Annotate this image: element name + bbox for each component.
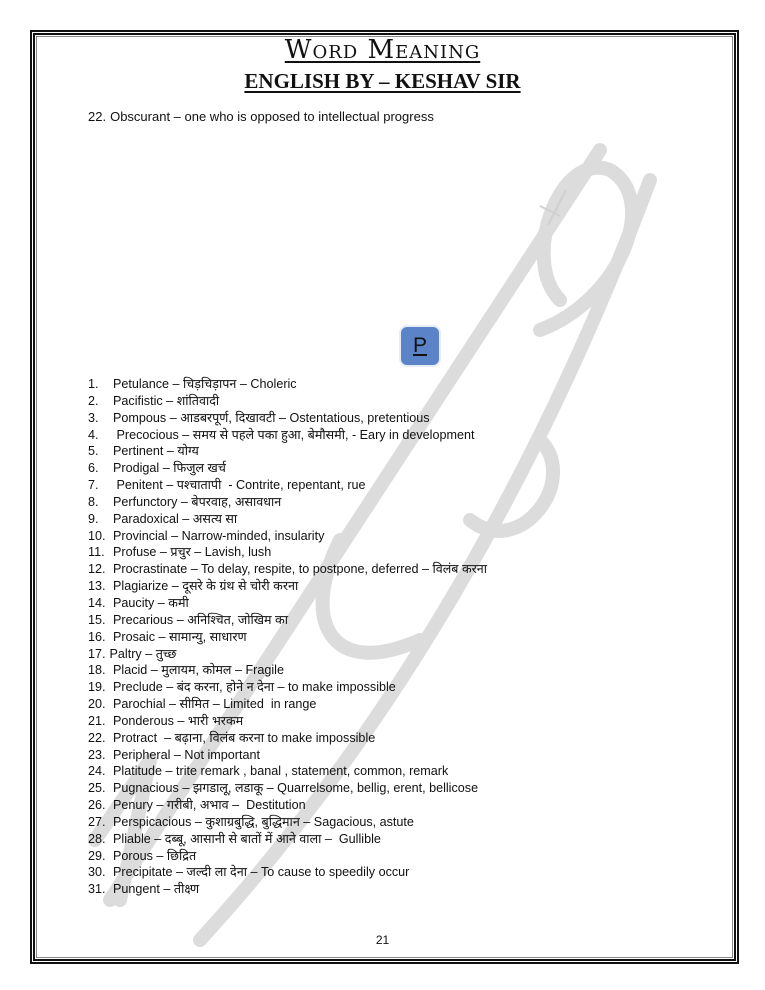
item-number: 23. xyxy=(88,747,106,762)
list-item xyxy=(88,561,487,578)
list-item xyxy=(88,528,487,545)
item-text: Peripheral – Not important xyxy=(113,747,260,762)
item-text: Plagiarize – दूसरे के ग्रंथ से चोरी करना xyxy=(113,579,299,594)
item-number: 26. xyxy=(88,798,106,813)
list-item xyxy=(88,410,487,427)
item-text: Penitent – पश्चातापी - Contrite, repentant, rue xyxy=(113,478,366,493)
item-text: Parochial – सीमित – Limited in range xyxy=(113,697,317,712)
list-item xyxy=(88,814,487,831)
list-item xyxy=(88,544,487,561)
item-text: Pugnacious – झगडालू, लडाकू – Quarrelsome, bellig, erent, bellicose xyxy=(113,781,479,796)
list-item xyxy=(88,679,487,696)
item-number: 11. xyxy=(88,545,105,560)
item-text: Paradoxical – असत्य सा xyxy=(113,511,238,526)
item-text: Precipitate – जल्दी ला देना – To cause to speedily occur xyxy=(113,865,410,880)
item-number: 24. xyxy=(88,764,106,779)
item-number: 25. xyxy=(88,781,106,796)
list-item xyxy=(88,864,487,881)
item-number: 2. xyxy=(88,393,99,408)
item-number: 18. xyxy=(88,663,106,678)
item-number: 22. xyxy=(88,730,106,745)
item-text: Prodigal – फिजुल खर्च xyxy=(113,461,226,476)
list-item xyxy=(88,831,487,848)
list-item xyxy=(88,646,487,663)
item-number: 10. xyxy=(88,528,106,543)
list-item xyxy=(88,578,487,595)
list-item xyxy=(88,780,487,797)
list-item xyxy=(88,730,487,747)
item-number: 28. xyxy=(88,831,106,846)
list-item xyxy=(88,629,487,646)
item-text: Obscurant – one who is opposed to intellectual progress xyxy=(110,109,434,124)
page-number: 21 xyxy=(375,933,390,947)
item-number: 15. xyxy=(88,612,106,627)
item-number: 3. xyxy=(88,410,99,425)
list-item xyxy=(88,763,487,780)
item-text: Platitude – trite remark , banal , statement, common, remark xyxy=(113,764,449,779)
section-letter-badge: P xyxy=(401,327,439,365)
list-item xyxy=(88,848,487,865)
item-number: 9. xyxy=(88,511,99,526)
item-number: 12. xyxy=(88,562,106,577)
item-number: 13. xyxy=(88,579,106,594)
list-item xyxy=(88,443,487,460)
item-text: Pungent – तीक्ष्ण xyxy=(113,882,200,897)
item-text: Placid – मुलायम, कोमल – Fragile xyxy=(113,663,284,678)
item-text: Preclude – बंद करना, होने न देना – to make impossible xyxy=(113,680,396,695)
item-number: 5. xyxy=(88,444,99,459)
item-text: Perfunctory – बेपरवाह, असावधान xyxy=(113,494,282,509)
item-number: 22. xyxy=(88,109,107,124)
list-item xyxy=(88,477,487,494)
list-item xyxy=(88,511,487,528)
item-text: Perspicacious – कुशाग्रबुद्धि, बुद्धिमान – Sagacious, astute xyxy=(113,814,414,829)
page-subtitle: ENGLISH BY – KESHAV SIR xyxy=(244,69,521,93)
item-number: 7. xyxy=(88,478,99,493)
list-item xyxy=(88,797,487,814)
list-item xyxy=(88,595,487,612)
item-number: 4. xyxy=(88,427,99,442)
item-text: Paucity – कमी xyxy=(113,595,189,610)
list-item xyxy=(88,662,487,679)
item-text: Profuse – प्रचुर – Lavish, lush xyxy=(113,545,272,560)
list-item xyxy=(88,612,487,629)
item-text: Paltry – तुच्छ xyxy=(109,646,177,661)
list-item xyxy=(88,881,487,898)
item-number: 30. xyxy=(88,865,106,880)
list-item xyxy=(88,747,487,764)
item-number: 20. xyxy=(88,697,106,712)
item-number: 1. xyxy=(88,377,99,391)
item-number: 6. xyxy=(88,461,99,476)
list-item xyxy=(88,713,487,730)
item-text: Procrastinate – To delay, respite, to postpone, deferred – विलंब करना xyxy=(113,562,488,577)
item-text: Pliable – दब्बू, आसानी से बातों में आने वाला – Gullible xyxy=(113,831,381,846)
list-item xyxy=(88,376,487,393)
item-text: Petulance – चिड़चिड़ापन – Choleric xyxy=(113,377,297,391)
item-text: Protract – बढ़ाना, विलंब करना to make impossible xyxy=(113,730,376,745)
item-text: Pompous – आडबरपूर्ण, दिखावटी – Ostentatious, pretentious xyxy=(113,410,430,425)
page-title: Word Meaning xyxy=(284,35,481,65)
item-number: 8. xyxy=(88,494,99,509)
item-number: 31. xyxy=(88,882,106,897)
list-item xyxy=(88,696,487,713)
item-number: 17. xyxy=(88,646,106,661)
item-text: Pertinent – योग्य xyxy=(113,444,199,459)
item-text: Penury – गरीबी, अभाव – Destitution xyxy=(113,798,306,813)
item-text: Precocious – समय से पहले पका हुआ, बेमौसमी, - Eary in development xyxy=(113,427,475,442)
item-number: 29. xyxy=(88,848,106,863)
list-item xyxy=(88,494,487,511)
item-number: 14. xyxy=(88,595,106,610)
item-number: 19. xyxy=(88,680,106,695)
list-item xyxy=(88,460,487,477)
item-text: Provincial – Narrow-minded, insularity xyxy=(113,528,325,543)
item-text: Porous – छिद्रित xyxy=(113,848,197,863)
list-item xyxy=(88,427,487,444)
list-item xyxy=(88,393,487,410)
item-number: 21. xyxy=(88,713,106,728)
item-text: Pacifistic – शांतिवादी xyxy=(113,393,220,408)
item-text: Prosaic – सामान्यु, साधारण xyxy=(113,629,247,644)
item-text: Precarious – अनिश्चित, जोखिम का xyxy=(113,612,288,627)
item-text: Ponderous – भारी भरकम xyxy=(113,713,244,728)
item-number: 16. xyxy=(88,629,106,644)
word-list xyxy=(88,376,487,898)
item-number: 27. xyxy=(88,814,106,829)
intro-item xyxy=(88,108,438,126)
